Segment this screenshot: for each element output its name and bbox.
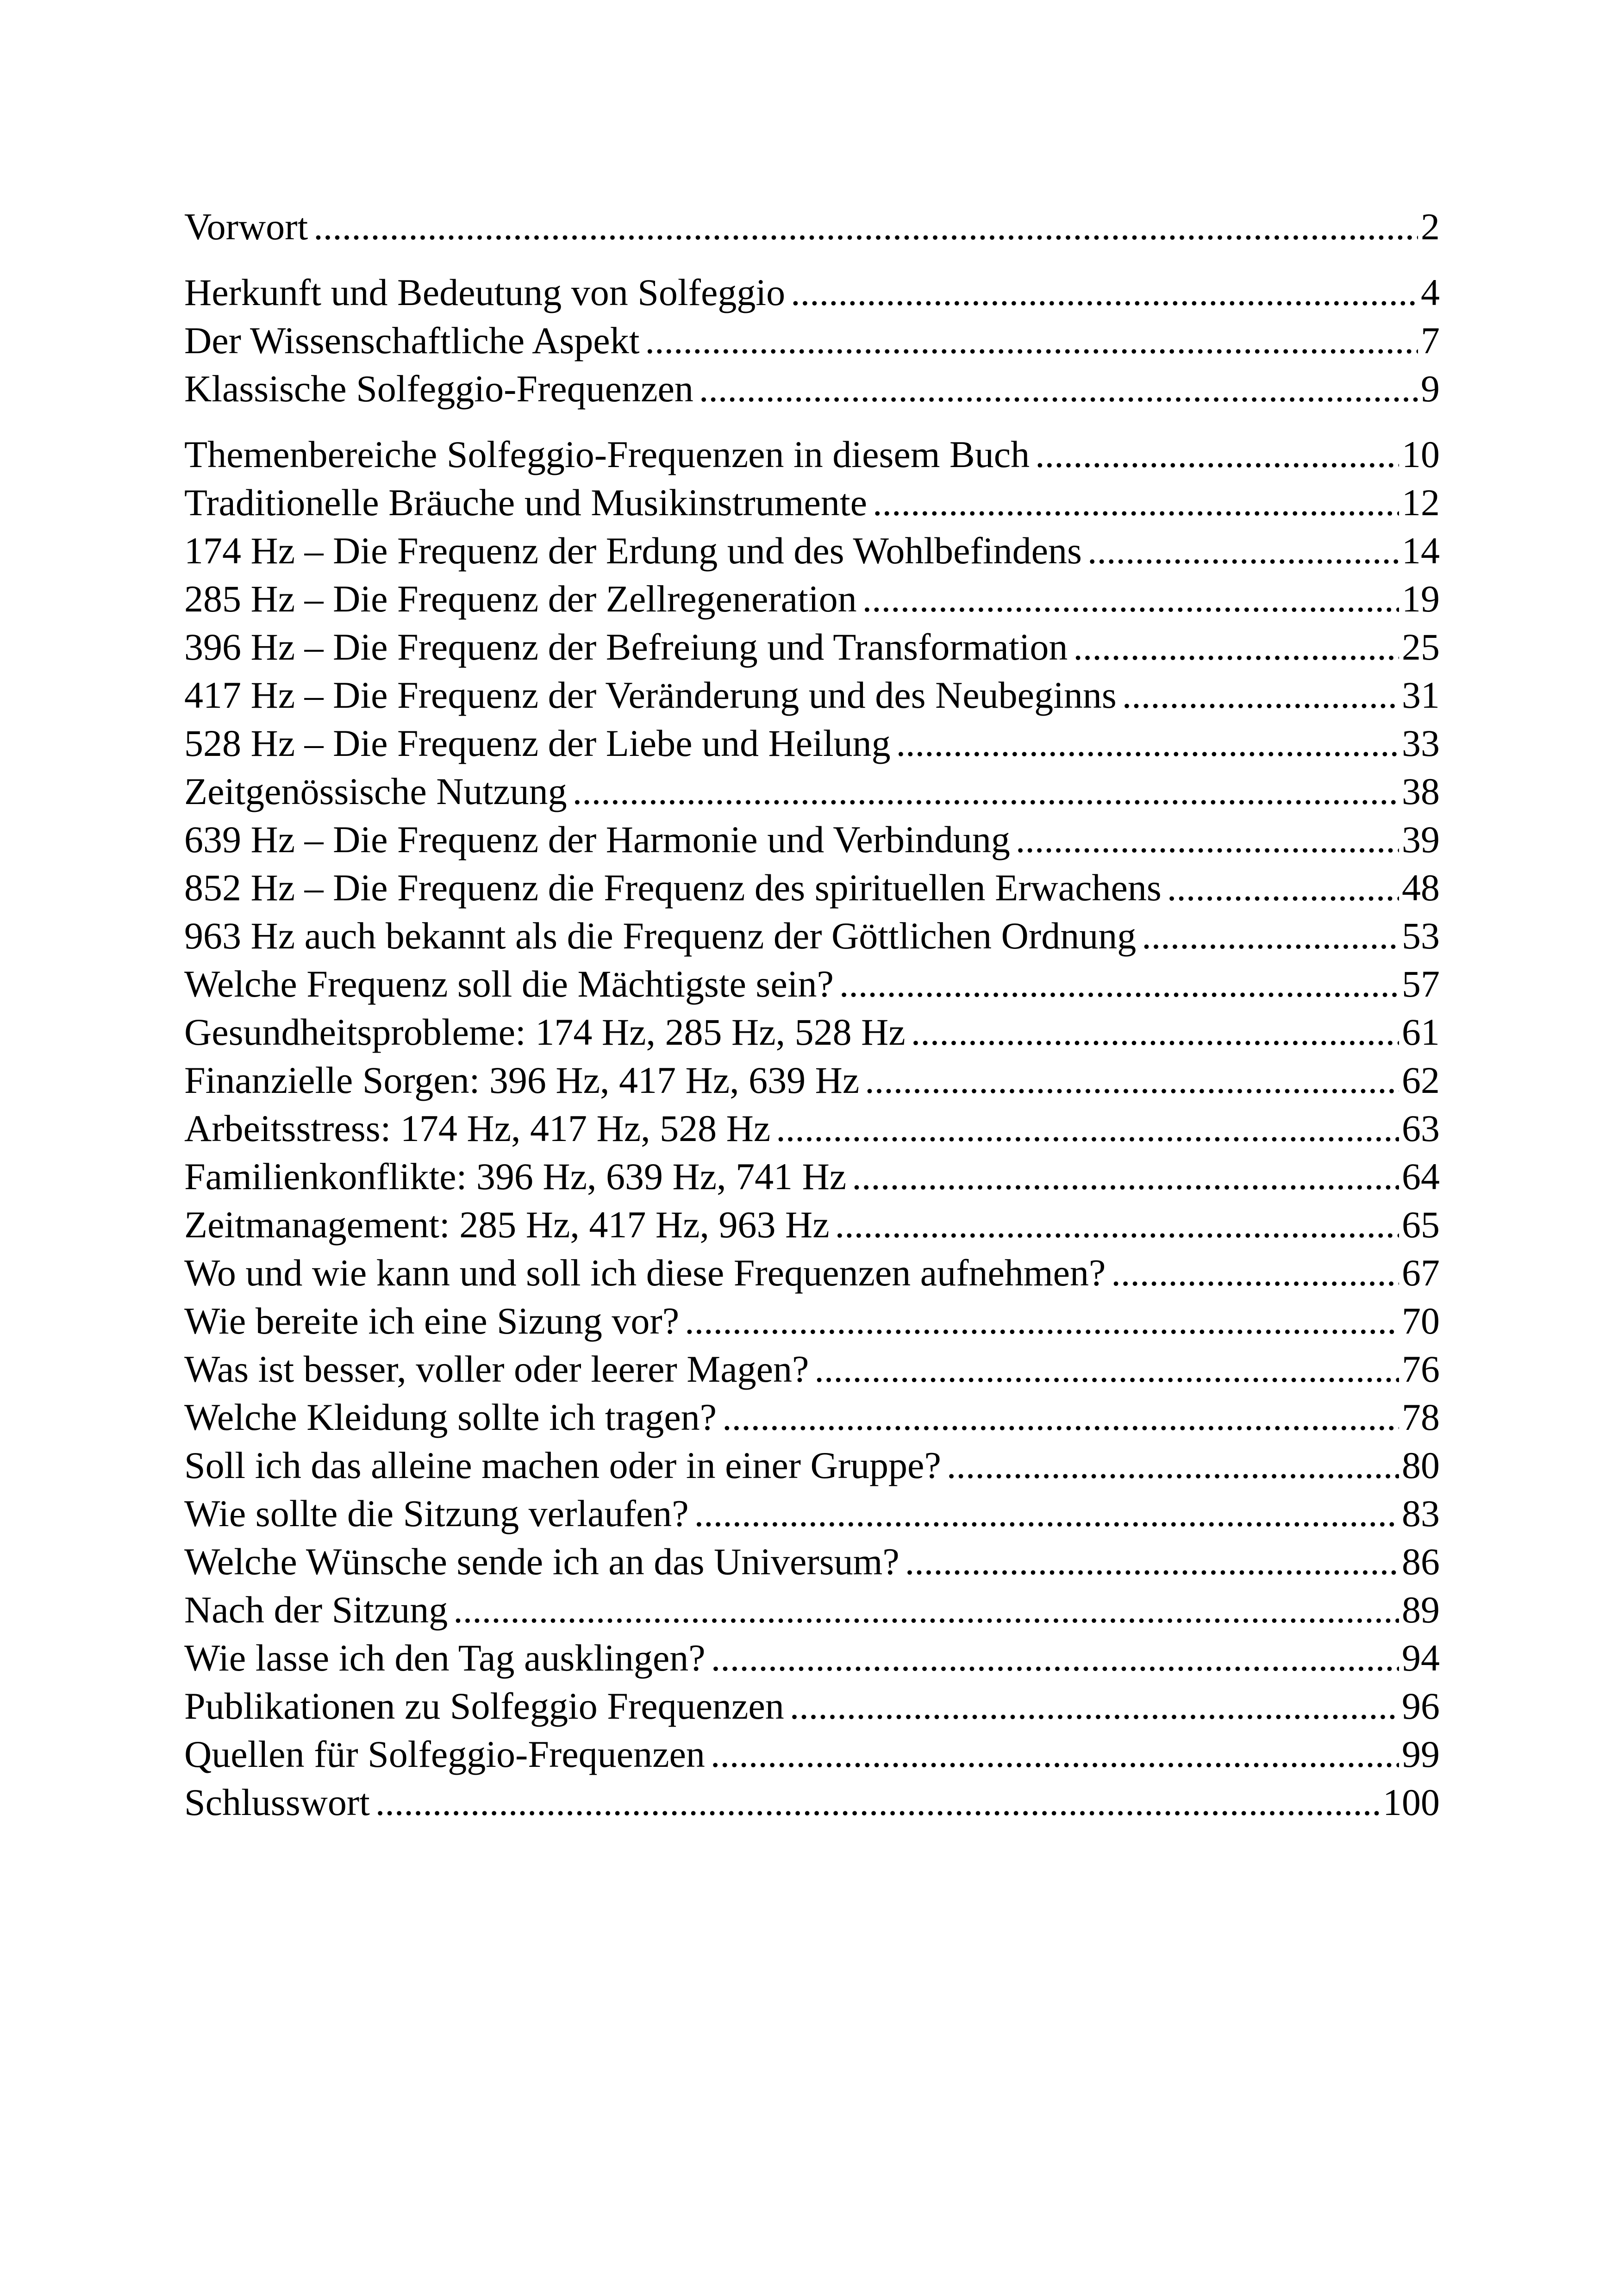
toc-entry-title: Finanzielle Sorgen: 396 Hz, 417 Hz, 639 Hz — [184, 1059, 860, 1101]
toc-dot-leader — [862, 575, 1399, 623]
toc-entry-title: 396 Hz – Die Frequenz der Befreiung und Transformation — [184, 626, 1068, 668]
toc-entry-title: Nach der Sitzung — [184, 1589, 448, 1631]
toc-entry-page-number: 70 — [1402, 1300, 1440, 1342]
toc-dot-leader — [947, 1441, 1399, 1490]
toc-entry[interactable] — [184, 1201, 1440, 1249]
toc-dot-leader — [711, 1634, 1399, 1682]
toc-entry[interactable] — [184, 365, 1440, 413]
toc-dot-leader — [694, 1490, 1399, 1538]
toc-entry-page-number: 86 — [1402, 1540, 1440, 1583]
toc-entry-page-number: 100 — [1383, 1781, 1440, 1823]
toc-entry-title: Publikationen zu Solfeggio Frequenzen — [184, 1685, 784, 1727]
toc-entry[interactable] — [184, 527, 1440, 575]
toc-dot-leader — [776, 1104, 1399, 1153]
toc-entry-page-number: 67 — [1402, 1252, 1440, 1294]
toc-entry[interactable] — [184, 1345, 1440, 1393]
toc-entry-title: 285 Hz – Die Frequenz der Zellregeneration — [184, 578, 857, 620]
toc-entry-title: 528 Hz – Die Frequenz der Liebe und Heilung — [184, 722, 891, 764]
toc-entry[interactable] — [184, 623, 1440, 671]
toc-entry-title: Herkunft und Bedeutung von Solfeggio — [184, 271, 786, 313]
toc-entry-title: Wie lasse ich den Tag ausklingen? — [184, 1637, 706, 1679]
toc-entry-page-number: 12 — [1402, 481, 1440, 524]
toc-entry-page-number: 2 — [1421, 206, 1440, 248]
toc-entry-title: Quellen für Solfeggio-Frequenzen — [184, 1733, 705, 1775]
toc-entry-page-number: 9 — [1421, 368, 1440, 410]
toc-entry-title: Themenbereiche Solfeggio-Frequenzen in diesem Buch — [184, 433, 1030, 475]
toc-entry[interactable] — [184, 864, 1440, 912]
toc-entry[interactable] — [184, 1586, 1440, 1634]
toc-entry-page-number: 80 — [1402, 1444, 1440, 1486]
toc-dot-leader — [1016, 816, 1399, 864]
table-of-contents — [184, 203, 1440, 1827]
toc-entry[interactable] — [184, 816, 1440, 864]
toc-entry-page-number: 78 — [1402, 1396, 1440, 1438]
toc-entry-title: Der Wissenschaftliche Aspekt — [184, 319, 640, 362]
toc-dot-leader — [645, 317, 1418, 365]
toc-entry-page-number: 33 — [1402, 722, 1440, 764]
toc-entry-page-number: 48 — [1402, 867, 1440, 909]
toc-dot-leader — [835, 1201, 1399, 1249]
toc-entry-title: Arbeitsstress: 174 Hz, 417 Hz, 528 Hz — [184, 1107, 771, 1149]
toc-dot-leader — [722, 1393, 1399, 1441]
toc-dot-leader — [313, 203, 1418, 251]
toc-entry-title: Vorwort — [184, 206, 308, 248]
toc-entry[interactable] — [184, 268, 1440, 317]
toc-entry[interactable] — [184, 1538, 1440, 1586]
toc-entry-title: Klassische Solfeggio-Frequenzen — [184, 368, 693, 410]
toc-dot-leader — [911, 1008, 1399, 1056]
toc-entry[interactable] — [184, 317, 1440, 365]
toc-entry-title: Was ist besser, voller oder leerer Magen? — [184, 1348, 809, 1390]
toc-entry[interactable] — [184, 1490, 1440, 1538]
toc-entry[interactable] — [184, 1441, 1440, 1490]
toc-entry[interactable] — [184, 1153, 1440, 1201]
toc-entry-title: Welche Kleidung sollte ich tragen? — [184, 1396, 717, 1438]
toc-dot-leader — [790, 1682, 1399, 1730]
toc-dot-leader — [453, 1586, 1399, 1634]
toc-entry-page-number: 62 — [1402, 1059, 1440, 1101]
toc-entry[interactable] — [184, 1778, 1440, 1827]
toc-entry-page-number: 31 — [1402, 674, 1440, 716]
toc-entry-page-number: 25 — [1402, 626, 1440, 668]
toc-entry[interactable] — [184, 1393, 1440, 1441]
toc-entry-title: 963 Hz auch bekannt als die Frequenz der Göttlichen Ordnung — [184, 915, 1137, 957]
toc-entry-page-number: 10 — [1402, 433, 1440, 475]
toc-entry-title: Gesundheitsprobleme: 174 Hz, 285 Hz, 528 Hz — [184, 1011, 906, 1053]
toc-dot-leader — [685, 1297, 1399, 1345]
toc-dot-leader — [865, 1056, 1399, 1104]
toc-dot-leader — [873, 479, 1399, 527]
toc-entry[interactable] — [184, 767, 1440, 816]
toc-entry[interactable] — [184, 430, 1440, 479]
toc-dot-leader — [896, 719, 1399, 767]
toc-entry-page-number: 7 — [1421, 319, 1440, 362]
toc-dot-leader — [711, 1730, 1399, 1778]
toc-entry-title: 852 Hz – Die Frequenz die Frequenz des spirituellen Erwachens — [184, 867, 1162, 909]
toc-entry[interactable] — [184, 1297, 1440, 1345]
toc-entry-page-number: 53 — [1402, 915, 1440, 957]
toc-entry-title: Wo und wie kann und soll ich diese Frequenzen aufnehmen? — [184, 1252, 1106, 1294]
toc-dot-leader — [573, 767, 1399, 816]
toc-entry-page-number: 4 — [1421, 271, 1440, 313]
toc-entry-title: Traditionelle Bräuche und Musikinstrumente — [184, 481, 868, 524]
toc-entry[interactable] — [184, 1730, 1440, 1778]
toc-entry-title: Familienkonflikte: 396 Hz, 639 Hz, 741 Hz — [184, 1155, 847, 1197]
toc-entry-page-number: 63 — [1402, 1107, 1440, 1149]
toc-entry[interactable] — [184, 479, 1440, 527]
toc-dot-leader — [814, 1345, 1399, 1393]
toc-entry[interactable] — [184, 719, 1440, 767]
toc-dot-leader — [1122, 671, 1399, 719]
toc-entry-page-number: 61 — [1402, 1011, 1440, 1053]
toc-entry-page-number: 65 — [1402, 1204, 1440, 1246]
toc-dot-leader — [852, 1153, 1399, 1201]
toc-dot-leader — [1111, 1249, 1399, 1297]
toc-entry[interactable] — [184, 1249, 1440, 1297]
toc-entry[interactable] — [184, 203, 1440, 251]
toc-dot-leader — [699, 365, 1418, 413]
toc-entry[interactable] — [184, 671, 1440, 719]
toc-entry[interactable] — [184, 1056, 1440, 1104]
toc-entry-page-number: 57 — [1402, 963, 1440, 1005]
toc-entry[interactable] — [184, 1008, 1440, 1056]
toc-entry[interactable] — [184, 575, 1440, 623]
toc-entry-page-number: 14 — [1402, 530, 1440, 572]
toc-entry[interactable] — [184, 1682, 1440, 1730]
toc-entry-title: Soll ich das alleine machen oder in einer Gruppe? — [184, 1444, 941, 1486]
toc-dot-leader — [791, 268, 1418, 317]
toc-entry[interactable] — [184, 912, 1440, 960]
toc-entry-title: 417 Hz – Die Frequenz der Veränderung und des Neubeginns — [184, 674, 1117, 716]
toc-entry-title: Zeitmanagement: 285 Hz, 417 Hz, 963 Hz — [184, 1204, 830, 1246]
toc-entry[interactable] — [184, 960, 1440, 1008]
toc-dot-leader — [1035, 430, 1399, 479]
toc-entry-page-number: 39 — [1402, 818, 1440, 861]
toc-dot-leader — [1142, 912, 1399, 960]
toc-entry-title: Schlusswort — [184, 1781, 370, 1823]
toc-entry-page-number: 96 — [1402, 1685, 1440, 1727]
toc-entry-page-number: 64 — [1402, 1155, 1440, 1197]
toc-dot-leader — [905, 1538, 1399, 1586]
toc-entry-title: Zeitgenössische Nutzung — [184, 770, 567, 812]
toc-dot-leader — [1073, 623, 1399, 671]
toc-entry-page-number: 89 — [1402, 1589, 1440, 1631]
toc-entry-title: Welche Wünsche sende ich an das Universum? — [184, 1540, 899, 1583]
toc-entry-page-number: 19 — [1402, 578, 1440, 620]
toc-entry[interactable] — [184, 1104, 1440, 1153]
toc-entry-page-number: 76 — [1402, 1348, 1440, 1390]
toc-entry-title: 174 Hz – Die Frequenz der Erdung und des Wohlbefindens — [184, 530, 1082, 572]
toc-entry-title: 639 Hz – Die Frequenz der Harmonie und Verbindung — [184, 818, 1010, 861]
toc-dot-leader — [1087, 527, 1399, 575]
toc-dot-leader — [839, 960, 1399, 1008]
toc-entry-page-number: 94 — [1402, 1637, 1440, 1679]
toc-dot-leader — [1167, 864, 1399, 912]
toc-entry-page-number: 99 — [1402, 1733, 1440, 1775]
toc-entry[interactable] — [184, 1634, 1440, 1682]
toc-entry-title: Wie sollte die Sitzung verlaufen? — [184, 1492, 689, 1534]
toc-dot-leader — [375, 1778, 1380, 1827]
toc-entry-page-number: 38 — [1402, 770, 1440, 812]
toc-entry-title: Wie bereite ich eine Sizung vor? — [184, 1300, 680, 1342]
toc-entry-title: Welche Frequenz soll die Mächtigste sein? — [184, 963, 834, 1005]
toc-entry-page-number: 83 — [1402, 1492, 1440, 1534]
